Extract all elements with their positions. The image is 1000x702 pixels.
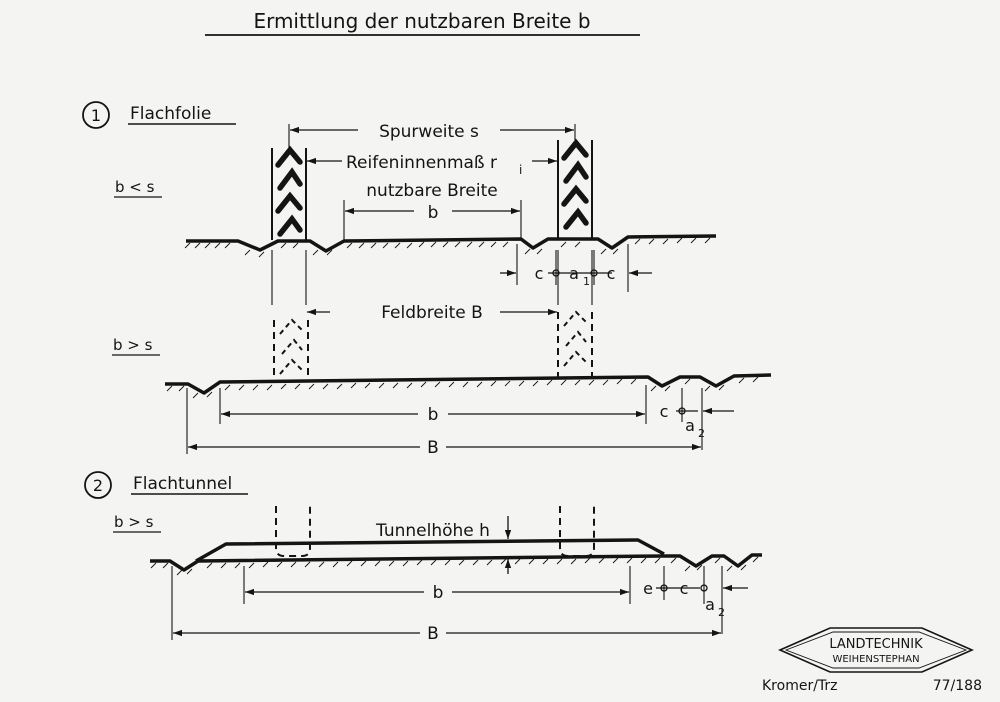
a3-label: a [705,595,715,614]
reifen-subscript: i [519,163,523,177]
page-title: Ermittlung der nutzbaren Breite b [253,9,591,33]
tunnel-tire-right [560,506,594,556]
case-b-greater-s-label: b > s [113,336,153,354]
section-2-number: 2 [92,476,104,495]
dashed-tire-left [274,320,308,378]
case-b-less-s-label: b < s [115,178,155,196]
footer-number: 77/188 [932,678,982,694]
tunnel-tire-left [276,506,310,556]
b3-label: b [432,583,444,603]
dashed-tire-right [558,312,592,378]
right-tire [558,140,592,240]
c-left-label: c [534,264,544,283]
B3-label: B [427,624,439,644]
b2-label: b [427,405,439,425]
a1-subscript: 1 [583,275,590,288]
B2-label: B [427,438,439,458]
a2-subscript: 2 [698,427,705,440]
section-1-number: 1 [90,106,102,125]
stamp-line-1: LANDTECHNIK [829,637,923,652]
footer-author: Kromer/Trz [762,678,838,694]
a3-subscript: 2 [718,606,725,619]
left-tire [272,148,306,240]
landtechnik-stamp [780,628,972,672]
nutzbare-breite-label: nutzbare Breite [366,181,498,201]
spurweite-label: Spurweite s [379,122,479,142]
stamp-line-2: WEIHENSTEPHAN [832,654,920,665]
ground-line-2 [165,375,771,393]
tunnelhoehe-label: Tunnelhöhe h [376,521,490,541]
a1-label: a [569,264,579,283]
section-2-label: Flachtunnel [133,474,233,494]
c-right-label: c [606,264,616,283]
reifen-label: Reifeninnenmaß r [346,153,498,173]
section-2-case-label: b > s [114,513,154,531]
c2-label: c [659,402,669,421]
ground-line-3 [150,555,762,570]
section-1-label: Flachfolie [130,104,212,124]
a2-label: a [685,416,695,435]
b1-label: b [427,203,439,223]
feldbreite-label: Feldbreite B [381,303,483,323]
e-label: e [643,579,653,598]
c3-label: c [679,579,689,598]
ground-line-1 [186,236,716,251]
